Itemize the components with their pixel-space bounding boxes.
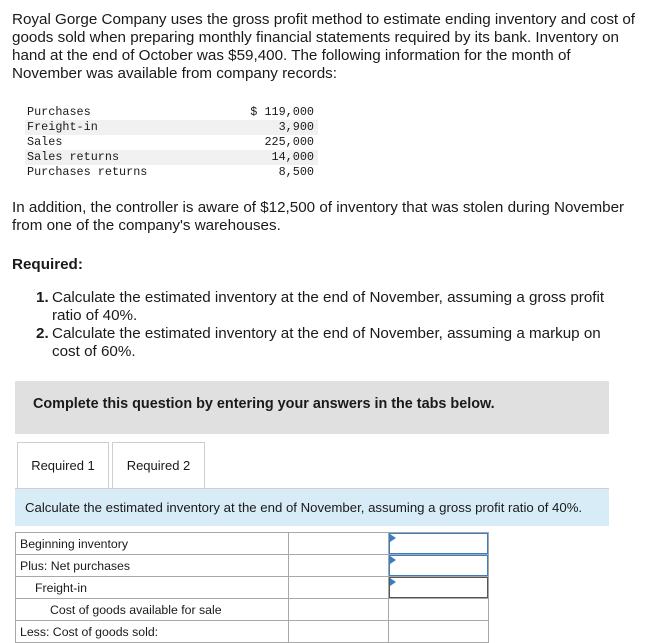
- item-label: Purchases: [27, 105, 91, 119]
- input-marker-icon: [390, 578, 396, 586]
- table-row: [16, 533, 489, 555]
- blank-cell: [289, 599, 389, 621]
- item-label: Freight-in: [25, 120, 229, 135]
- table-row: [16, 621, 489, 643]
- answer-cell: [389, 555, 489, 577]
- requirements-list: [36, 289, 616, 361]
- blank-cell: [289, 533, 389, 555]
- table-row: [25, 120, 318, 135]
- item-amount: $ 119,000: [250, 105, 314, 119]
- requirement-text: Calculate the estimated inventory at the end of November, assuming a markup on cost of 60%.: [52, 325, 601, 360]
- freight-in-input[interactable]: [389, 577, 488, 598]
- table-row: [25, 150, 318, 165]
- list-item: [36, 325, 616, 361]
- table-row: [25, 135, 318, 150]
- table-row: [16, 577, 489, 599]
- item-amount: 8,500: [278, 165, 314, 179]
- row-label: Plus: Net purchases: [16, 555, 289, 577]
- input-marker-icon: [390, 534, 396, 542]
- company-records-table: [25, 105, 318, 180]
- requirement-number: 2.: [36, 325, 49, 342]
- answer-cell: [389, 577, 489, 599]
- beginning-inventory-input[interactable]: [389, 533, 488, 554]
- instructions-box: [15, 381, 609, 434]
- net-purchases-input[interactable]: [389, 555, 488, 576]
- item-amount: 225,000: [264, 135, 314, 149]
- instructions-text: Complete this question by entering your answers in the tabs below.: [33, 396, 495, 412]
- blank-cell: [289, 555, 389, 577]
- row-label: Cost of goods available for sale: [16, 599, 289, 621]
- stolen-inventory-note: In addition, the controller is aware of $12,500 of inventory that was stolen during November from one of the company's warehouses.: [12, 199, 625, 234]
- worksheet-table: [15, 532, 489, 643]
- tab-required-1[interactable]: Required 1: [17, 442, 109, 488]
- table-row: [25, 105, 318, 120]
- answer-cell: [389, 533, 489, 555]
- problem-intro: Royal Gorge Company uses the gross profit method to estimate ending inventory and cost of goods sold when preparing monthly financial statements required by its bank. Inventory on hand at the end of October was $59,400. The following information for the month of November was available from company records:: [12, 11, 636, 82]
- requirement-text: Calculate the estimated inventory at the end of November, assuming a gross profit ratio of 40%.: [52, 289, 605, 324]
- table-row: [25, 165, 318, 180]
- tab-required-2[interactable]: Required 2: [112, 442, 205, 488]
- input-marker-icon: [390, 556, 396, 564]
- row-label: Less: Cost of goods sold:: [16, 621, 289, 643]
- required-heading: Required:: [12, 256, 83, 273]
- list-item: [36, 289, 616, 325]
- item-amount: 3,900: [229, 120, 318, 135]
- table-row: [16, 599, 489, 621]
- item-label: Purchases returns: [27, 165, 148, 179]
- table-row: [16, 555, 489, 577]
- requirement-number: 1.: [36, 289, 49, 306]
- blank-cell: [289, 621, 389, 643]
- blank-cell: [389, 599, 489, 621]
- item-label: Sales: [27, 135, 63, 149]
- item-amount: 14,000: [229, 150, 318, 165]
- blank-cell: [389, 621, 489, 643]
- item-label: Sales returns: [25, 150, 229, 165]
- row-label: Beginning inventory: [16, 533, 289, 555]
- row-label: Freight-in: [16, 577, 289, 599]
- question-banner: Calculate the estimated inventory at the end of November, assuming a gross profit ratio of 40%.: [15, 489, 609, 526]
- blank-cell: [289, 577, 389, 599]
